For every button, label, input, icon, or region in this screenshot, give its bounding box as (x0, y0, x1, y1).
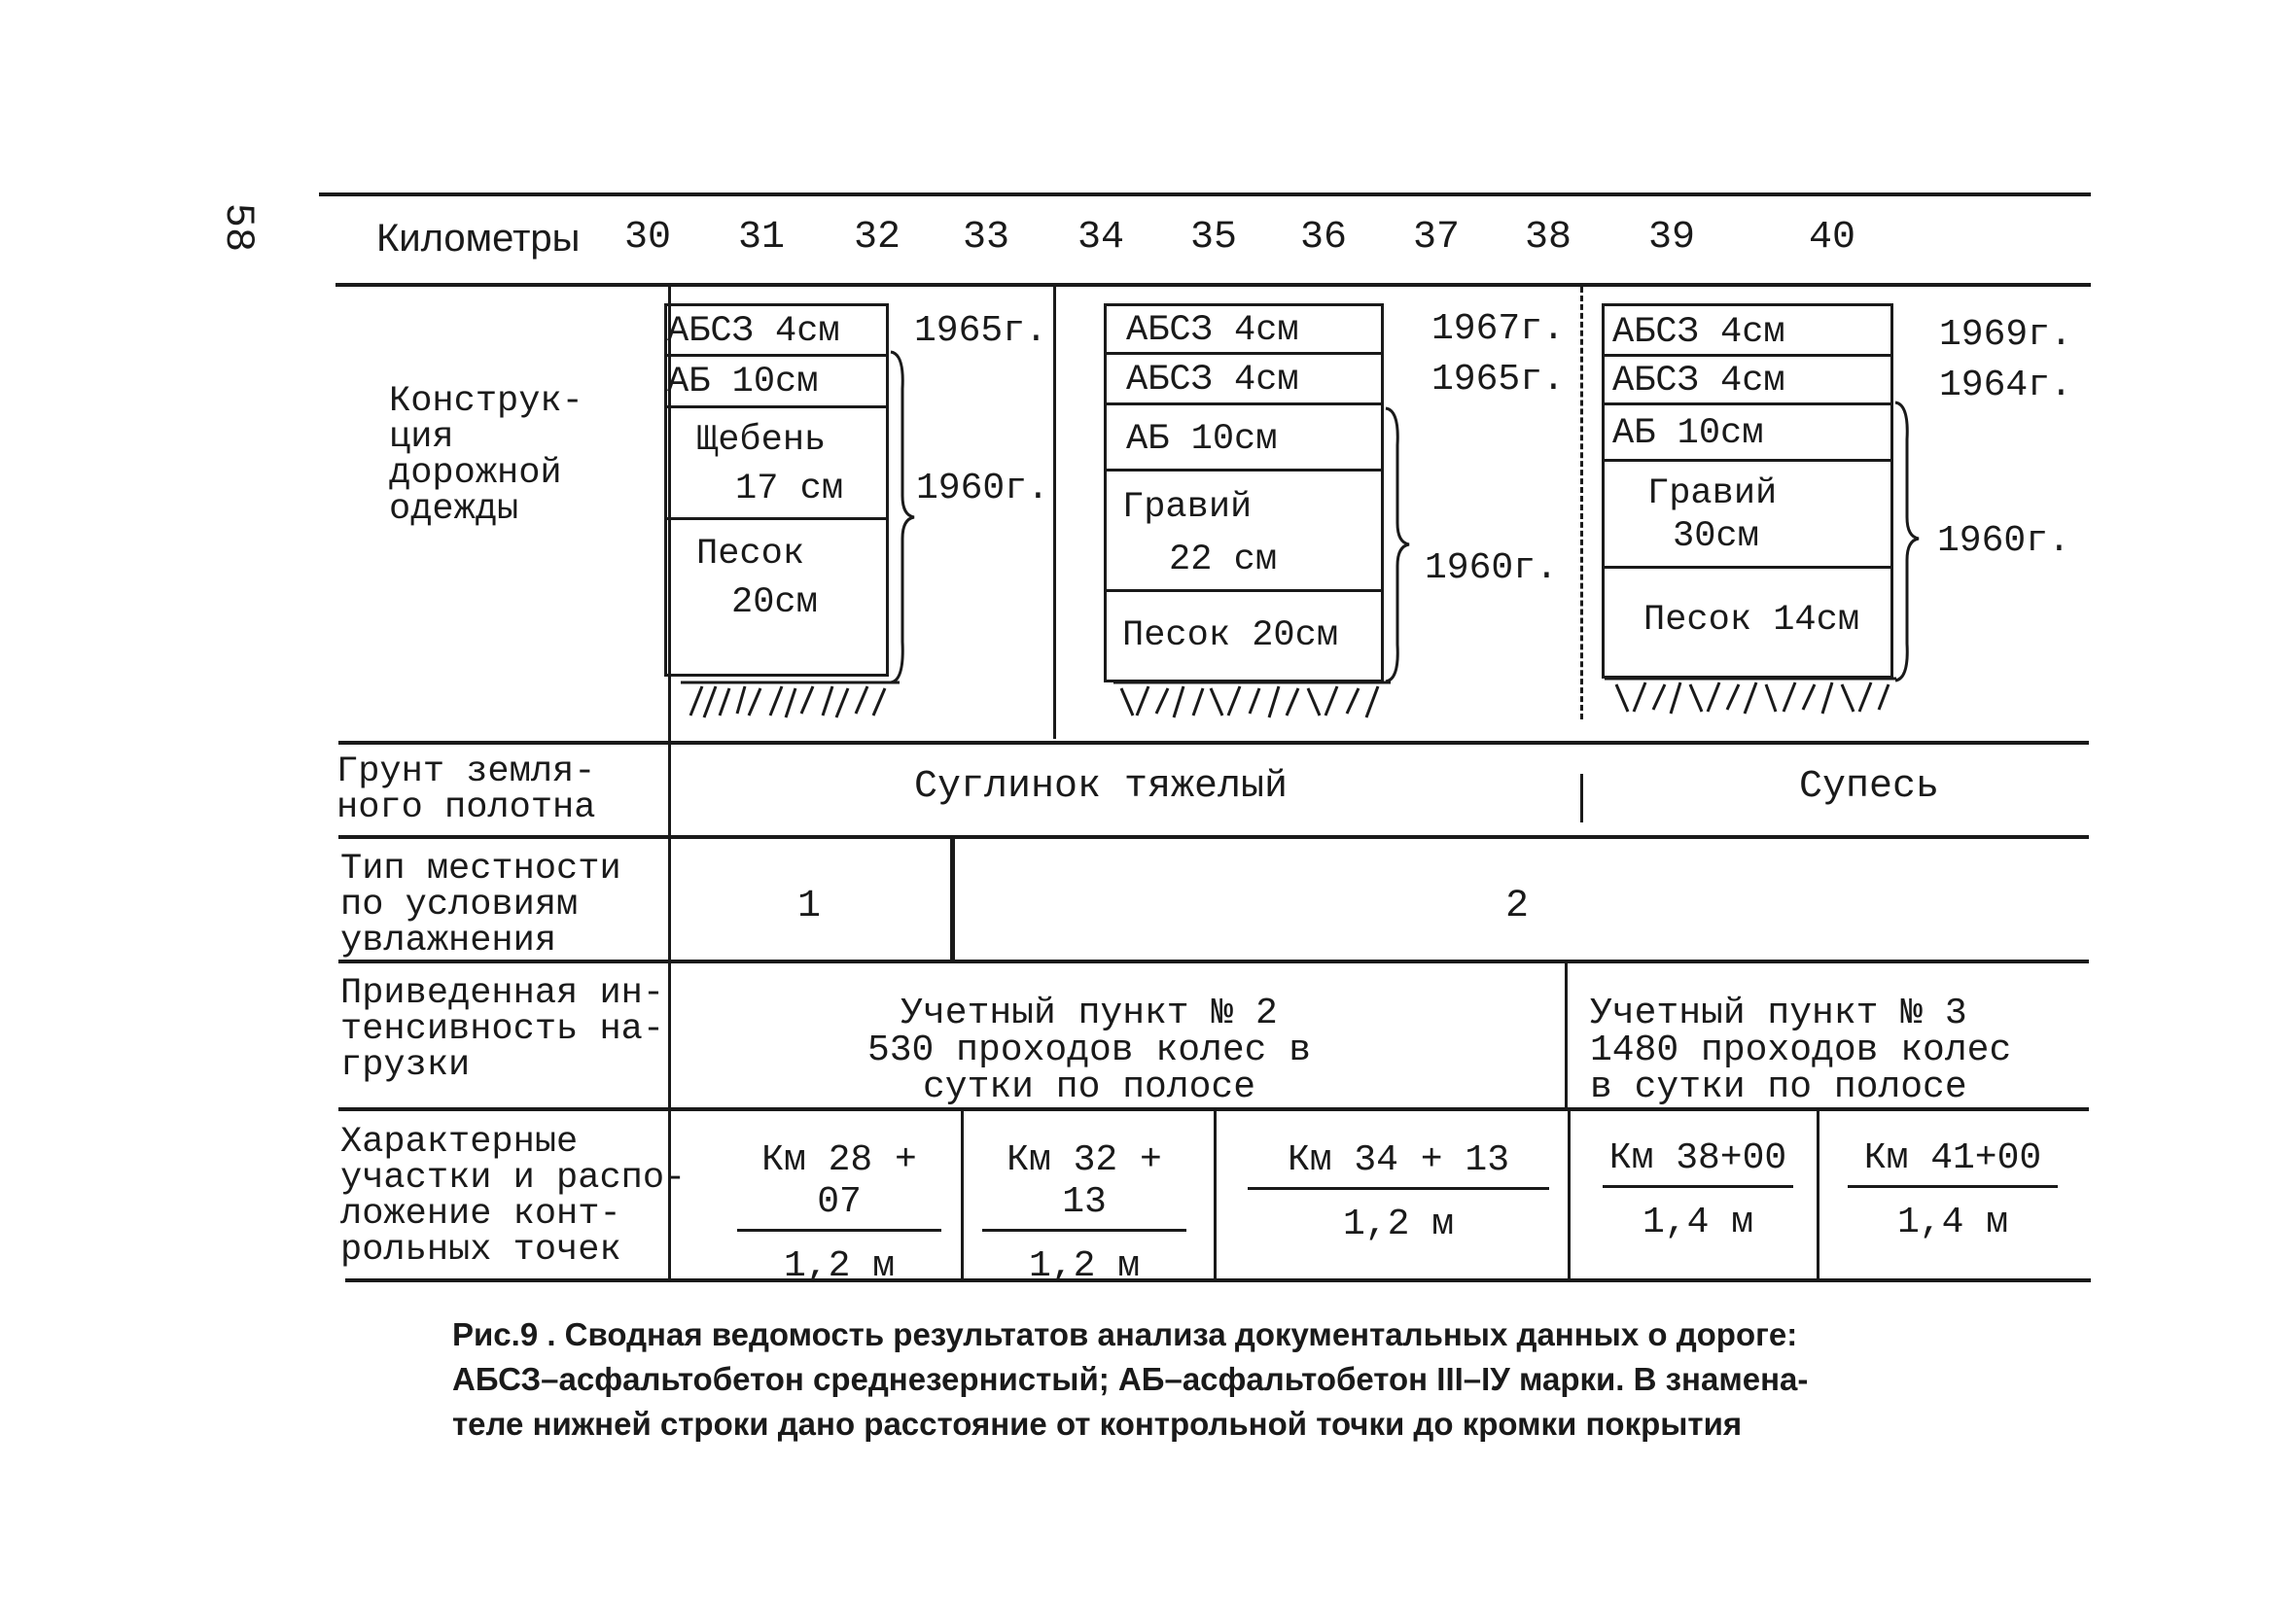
site-distance: 1,2 м (1028, 1245, 1141, 1287)
km-tick: 31 (738, 216, 786, 260)
rule-bottom (345, 1278, 2091, 1282)
km-tick: 34 (1077, 216, 1125, 260)
load-label (340, 973, 665, 1086)
rule-top (319, 192, 2091, 196)
km-tick: 39 (1648, 216, 1696, 260)
terrain-type-2: 2 (1505, 885, 1530, 928)
terrain-type-1: 1 (797, 885, 822, 928)
construction-divider-2 (1580, 287, 1583, 719)
load-label-line: Приведенная ин- (340, 973, 665, 1014)
layer-text: АБ 10см (667, 362, 819, 402)
terrain-label-line: Тип местности (340, 849, 621, 890)
rule-under-km (336, 283, 2091, 287)
load-label-line: тенсивность на- (340, 1009, 665, 1050)
caption-line: Рис.9 . Сводная ведомость результатов анализа документальных данных о дороге: (452, 1316, 1798, 1352)
count-point-line: Учетный пункт № 3 (1590, 993, 1967, 1034)
sites-label-line: рольных точек (340, 1230, 621, 1271)
km-tick: 32 (854, 216, 901, 260)
layer-text: 22 см (1169, 540, 1278, 580)
ground-hatch-3 (1605, 677, 1896, 717)
terrain-label-line: по условиям (340, 885, 579, 926)
km-tick: 36 (1300, 216, 1348, 260)
terrain-label-line: увлажнения (340, 921, 557, 961)
bracket-2 (1384, 406, 1413, 683)
layer-1 (1107, 306, 1381, 355)
site-distance: 1,4 м (1896, 1202, 2009, 1243)
layer-text: АБ 10см (1612, 413, 1764, 454)
layer-text: 30см (1673, 516, 1759, 557)
layer-text: Песок 14см (1643, 600, 1860, 641)
layer-text: Песок 20см (1122, 615, 1339, 656)
bracket-3 (1893, 401, 1923, 682)
ground-hatch-1 (681, 681, 900, 721)
layer-5 (1605, 569, 1890, 676)
load-divider (1565, 962, 1568, 1107)
site-km: Км 32 + 13 (982, 1139, 1186, 1232)
layer-text: АБСЗ 4см (1126, 360, 1299, 401)
site-fraction-2 (982, 1139, 1186, 1287)
soil-label-line: Грунт земля- (336, 751, 596, 792)
sites-label-line: участки и распо- (340, 1158, 687, 1199)
caption-line: теле нижней строки дано расстояние от контрольной точки до кромки покрытия (452, 1406, 1743, 1442)
count-point-line: 1480 проходов колес (1590, 1030, 2012, 1071)
soil-label (336, 751, 596, 828)
layer-text: 20см (731, 582, 818, 623)
rule-under-construction (338, 741, 2089, 745)
page-number: 58 (215, 202, 263, 253)
sites-divider-2 (1214, 1110, 1217, 1278)
layer-4 (1107, 472, 1381, 592)
pavement-section-1 (664, 303, 889, 677)
soil-divider (1580, 774, 1583, 822)
site-distance: 1,2 м (783, 1245, 896, 1287)
figure-caption (452, 1312, 1808, 1447)
sites-divider-1 (961, 1110, 964, 1278)
soil-label-line: ного полотна (336, 787, 596, 828)
km-tick: 33 (963, 216, 1010, 260)
year-base-3: 1960г. (1937, 520, 2070, 562)
year-top-2: 1967г. (1431, 308, 1565, 350)
layer-text: АБСЗ 4см (1126, 310, 1299, 351)
layer-text: Гравий (1122, 487, 1253, 528)
site-km: Км 41+00 (1848, 1137, 2058, 1188)
construction-label-line: дорожной (389, 453, 562, 494)
rule-under-terrain (338, 960, 2089, 963)
layer-2 (1107, 355, 1381, 405)
site-fraction-3 (1248, 1139, 1549, 1245)
layer-5 (1107, 592, 1381, 680)
layer-4 (667, 520, 886, 674)
site-fraction-4 (1603, 1137, 1793, 1243)
layer-3 (1605, 405, 1890, 462)
soil-value-loam: Суглинок тяжелый (914, 765, 1289, 809)
sites-label-line: ложение конт- (340, 1194, 621, 1235)
terrain-divider (950, 837, 955, 960)
count-point-line: Учетный пункт № 2 (901, 993, 1278, 1034)
site-km: Км 38+00 (1603, 1137, 1793, 1188)
year-base-2: 1960г. (1425, 547, 1558, 589)
bracket-1 (889, 350, 918, 685)
site-distance: 1,2 м (1342, 1204, 1455, 1245)
layer-text: АБСЗ 4см (1612, 361, 1785, 402)
count-point-2 (856, 993, 1323, 1108)
sites-divider-3 (1568, 1110, 1571, 1278)
construction-label-line: одежды (389, 489, 519, 530)
layer-text: Щебень (696, 420, 827, 461)
site-km: Км 34 + 13 (1248, 1139, 1549, 1190)
sites-label (340, 1122, 687, 1271)
year-base-1: 1960г. (916, 468, 1049, 509)
layer-2 (667, 357, 886, 408)
km-tick: 35 (1190, 216, 1238, 260)
construction-label-line: Конструк- (389, 381, 583, 422)
soil-value-sandy: Супесь (1799, 765, 1940, 809)
year-mid-2: 1965г. (1431, 359, 1565, 401)
load-label-line: грузки (340, 1045, 471, 1086)
construction-divider-1 (1053, 287, 1056, 739)
layer-1 (667, 306, 886, 357)
km-label: Километры (376, 217, 581, 260)
ground-hatch-2 (1113, 681, 1391, 721)
layer-3 (667, 408, 886, 520)
pavement-section-2 (1104, 303, 1384, 682)
year-top-1: 1965г. (914, 310, 1047, 352)
layer-4 (1605, 462, 1890, 569)
layer-text: Гравий (1647, 473, 1778, 514)
count-point-line: сутки по полосе (922, 1066, 1256, 1108)
layer-text: Песок (696, 534, 805, 575)
layer-text: 17 см (735, 469, 844, 509)
km-tick: 30 (624, 216, 672, 260)
count-point-line: 530 проходов колес в (866, 1030, 1312, 1071)
count-point-3 (1590, 993, 2012, 1108)
layer-1 (1605, 306, 1890, 357)
layer-3 (1107, 405, 1381, 472)
terrain-label (340, 849, 621, 961)
count-point-line: в сутки по полосе (1590, 1066, 1967, 1108)
site-fraction-1 (737, 1139, 941, 1287)
rule-under-soil (338, 835, 2089, 839)
pavement-section-3 (1602, 303, 1893, 679)
sites-label-line: Характерные (340, 1122, 579, 1163)
site-km: Км 28 + 07 (737, 1139, 941, 1232)
layer-text: АБСЗ 4см (1612, 312, 1785, 353)
layer-text: АБСЗ 4см (667, 311, 840, 352)
km-tick: 37 (1413, 216, 1461, 260)
caption-line: АБСЗ–асфальтобетон среднезернистый; АБ–асфальтобетон III–IУ марки. В знамена- (452, 1361, 1809, 1397)
layer-2 (1605, 357, 1890, 405)
construction-label (389, 381, 583, 530)
year-top-3: 1969г. (1939, 314, 2072, 356)
km-tick: 38 (1525, 216, 1572, 260)
sites-divider-4 (1817, 1110, 1819, 1278)
site-distance: 1,4 м (1642, 1202, 1754, 1243)
km-tick: 40 (1809, 216, 1856, 260)
layer-text: АБ 10см (1126, 419, 1278, 460)
site-fraction-5 (1848, 1137, 2058, 1243)
year-mid-3: 1964г. (1939, 365, 2072, 406)
construction-label-line: ция (389, 417, 454, 458)
